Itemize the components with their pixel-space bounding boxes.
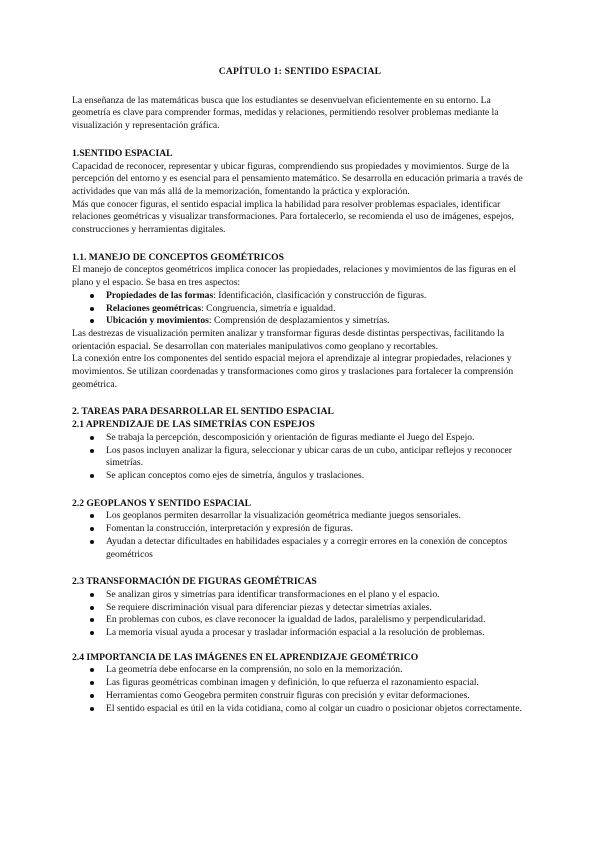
bullet-icon	[90, 631, 94, 635]
aspect-term: Propiedades de las formas	[106, 289, 214, 301]
bullet-icon	[90, 319, 94, 323]
bullet-icon	[90, 694, 94, 698]
list-item-text: Se requiere discriminación visual para diferenciar piezas y detectar simetrías axiales.	[106, 601, 432, 613]
list-item	[72, 664, 528, 677]
section-2-3-heading: 2.3 TRANSFORMACIÓN DE FIGURAS GEOMÉTRICAS	[72, 576, 317, 588]
list-item	[72, 589, 528, 602]
section-1-1-paragraph-3: La conexión entre los componentes del sentido espacial mejora el aprendizaje al integrar propiedades, relaciones y movimientos. Se utilizan coordenadas y transformaciones como giros y traslaciones para fortalecer la comprensión geométrica.	[72, 353, 514, 390]
section-2-1-heading: 2.1 APRENDIZAJE DE LAS SIMETRÍAS CON ESPEJOS	[72, 419, 315, 431]
section-1-1-heading: 1.1. MANEJO DE CONCEPTOS GEOMÉTRICOS	[72, 251, 284, 263]
aspect-text: : Comprensión de desplazamientos y simetrías.	[208, 315, 390, 327]
list-item	[72, 536, 528, 561]
bullet-icon	[90, 668, 94, 672]
section-1-1-paragraph-1: El manejo de conceptos geométricos implica conocer las propiedades, relaciones y movimientos de las figuras en el plano y el espacio. Se basa en tres aspectos:	[72, 264, 517, 289]
section-2-1-list	[72, 432, 528, 483]
aspect-term: Ubicación y movimientos	[106, 315, 209, 327]
list-item-text: Ayudan a detectar dificultades en habilidades espaciales y a corregir errores en la conexión de conceptos geométricos	[106, 535, 508, 560]
list-item	[72, 703, 528, 716]
list-item	[72, 432, 528, 445]
section-1-heading: 1.SENTIDO ESPACIAL	[72, 147, 173, 159]
section-1-paragraph-1: Capacidad de reconocer, representar y ubicar figuras, comprendiendo sus propiedades y movimientos. Surge de la percepción del entorno y es esencial para el pensamiento matemático. Se desarrolla en educación primaria a través de actividades que van más allá de la memorización, fomentando la práctica y exploración.	[72, 160, 523, 197]
aspects-list	[72, 290, 528, 328]
list-item	[72, 510, 528, 523]
document-page	[72, 66, 528, 715]
list-item-text: Fomentan la construcción, interpretación y expresión de figuras.	[106, 523, 353, 535]
bullet-icon	[90, 606, 94, 610]
list-item	[72, 523, 528, 536]
list-item-text: Se trabaja la percepción, descomposición y orientación de figuras mediante el Juego del Espejo.	[106, 431, 475, 443]
section-2-2-heading: 2.2 GEOPLANOS Y SENTIDO ESPACIAL	[72, 497, 252, 509]
list-item	[72, 602, 528, 615]
list-item-text: Las figuras geométricas combinan imagen y definición, lo que refuerza el razonamiento espacial.	[106, 677, 479, 689]
aspect-text: : Congruencia, simetría e igualdad.	[201, 302, 336, 314]
section-1-1-paragraph-2: Las destrezas de visualización permiten analizar y transformar figuras desde distintas perspectivas, facilitando la orientación espacial. Se desarrollan con materiales manipulativos como geoplano y recortables.	[72, 327, 505, 352]
list-item	[72, 627, 528, 640]
bullet-icon	[90, 540, 94, 544]
list-item	[72, 470, 528, 483]
bullet-icon	[90, 593, 94, 597]
bullet-icon	[90, 474, 94, 478]
section-1-paragraph-2: Más que conocer figuras, el sentido espacial implica la habilidad para resolver problemas espaciales, identificar relaciones geométricas y visualizar transformaciones. Para fortalecerlo, se recomienda el uso de imágenes, espejos, construcciones y herramientas digitales.	[72, 198, 514, 236]
bullet-icon	[90, 436, 94, 440]
list-item	[72, 303, 528, 316]
list-item	[72, 690, 528, 703]
bullet-icon	[90, 294, 94, 298]
list-item	[72, 445, 528, 470]
list-item	[72, 614, 528, 627]
list-item-text: Se analizan giros y simetrías para identificar transformaciones en el plano y el espacio.	[106, 588, 440, 600]
list-item-text: Los geoplanos permiten desarrollar la visualización geométrica mediante juegos sensoriales.	[106, 510, 461, 522]
chapter-title: CAPÍTULO 1: SENTIDO ESPACIAL	[218, 66, 382, 77]
section-2-heading: 2. TAREAS PARA DESARROLLAR EL SENTIDO ESPACIAL	[72, 406, 334, 418]
list-item-text: El sentido espacial es útil en la vida cotidiana, como al colgar un cuadro o posicionar objetos correctamente.	[106, 702, 522, 714]
bullet-icon	[90, 707, 94, 711]
list-item-text: Se aplican conceptos como ejes de simetría, ángulos y traslaciones.	[106, 469, 365, 481]
section-2-4-heading: 2.4 IMPORTANCIA DE LAS IMÁGENES EN EL APRENDIZAJE GEOMÉTRICO	[72, 651, 419, 663]
intro-paragraph: La enseñanza de las matemáticas busca que los estudiantes se desenvuelvan eficientemente en su entorno. La geometría es clave para comprender formas, medidas y relaciones, permitiendo resolver problemas mediante la visualización y representación gráfica.	[72, 94, 499, 132]
list-item-text: La geometría debe enfocarse en la comprensión, no solo en la memorización.	[106, 664, 403, 676]
list-item-text: Herramientas como Geogebra permiten construir figuras con precisión y evitar deformaciones.	[106, 689, 470, 701]
list-item	[72, 677, 528, 690]
aspect-term: Relaciones geométricas	[106, 302, 202, 314]
list-item-text: La memoria visual ayuda a procesar y trasladar información espacial a la resolución de problemas.	[106, 627, 485, 639]
bullet-icon	[90, 527, 94, 531]
bullet-icon	[90, 307, 94, 311]
list-item-text: Los pasos incluyen analizar la figura, seleccionar y ubicar caras de un cubo, anticipar reflejos y reconocer simetrías.	[106, 444, 512, 469]
section-2-2-list	[72, 510, 528, 561]
aspect-text: : Identificación, clasificación y construcción de figuras.	[213, 289, 427, 301]
bullet-icon	[90, 618, 94, 622]
list-item	[72, 290, 528, 303]
list-item-text: En problemas con cubos, es clave reconocer la igualdad de lados, paralelismo y perpendicularidad.	[106, 614, 486, 626]
bullet-icon	[90, 449, 94, 453]
bullet-icon	[90, 681, 94, 685]
bullet-icon	[90, 514, 94, 518]
section-2-3-list	[72, 589, 528, 640]
section-2-4-list	[72, 664, 528, 715]
list-item	[72, 315, 528, 328]
